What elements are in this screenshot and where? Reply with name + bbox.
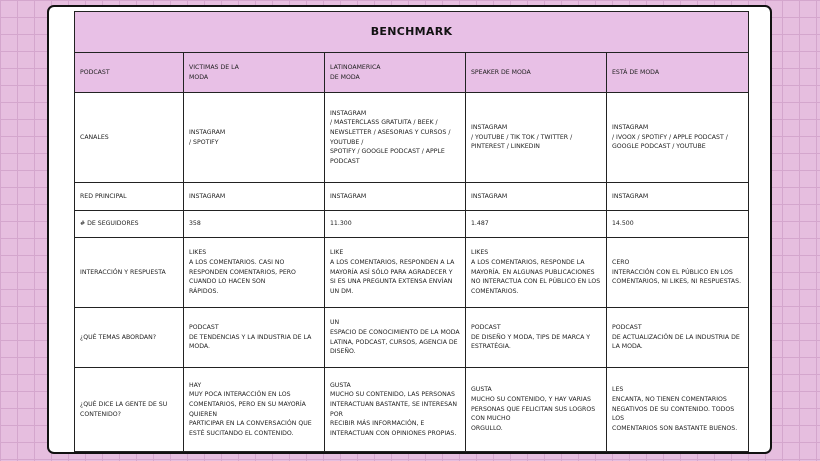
table-cell: 1.487 [466,211,607,238]
table-cell: LIKES A LOS COMENTARIOS, RESPONDE LA MAYORÍA. EN ALGUNAS PUBLICACIONES NO INTERACTUA CON EL PÚBLICO EN LOS COMENTARIOS. [466,238,607,308]
table-cell: INSTAGRAM [607,183,749,211]
header-cell: VICTIMAS DE LA MODA [184,53,325,93]
table-cell: INSTAGRAM / IVOOX / SPOTIFY / APPLE PODCAST / GOOGLE PODCAST / YOUTUBE [607,93,749,183]
table-cell: UN ESPACIO DE CONOCIMIENTO DE LA MODA LATINA, PODCAST, CURSOS, AGENCIA DE DISEÑO. [325,308,466,368]
table-cell: LIKE A LOS COMENTARIOS, RESPONDEN A LA MAYORÍA ASÍ SÓLO PARA AGRADECER Y SI ES UNA PREGUNTA EXTENSA ENVÍAN UN DM. [325,238,466,308]
table-row [75,211,749,238]
table-row [75,238,749,308]
table-cell: LES ENCANTA, NO TIENEN COMENTARIOS NEGATIVOS DE SU CONTENIDO. TODOS LOS COMENTARIOS SON BASTANTE BUENOS. [607,368,749,452]
row-label: CANALES [75,93,184,183]
benchmark-table [74,11,749,452]
header-cell: ESTÁ DE MODA [607,53,749,93]
table-title: BENCHMARK [75,12,749,53]
table-cell: PODCAST DE TENDENCIAS Y LA INDUSTRIA DE LA MODA. [184,308,325,368]
table-cell: GUSTA MUCHO SU CONTENIDO, LAS PERSONAS INTERACTUAN BASTANTE, SE INTERESAN POR RECIBIR MÁS INFORMACIÓN, E INTERACTUAN CON OPINIONES PROPIAS. [325,368,466,452]
table-row [75,368,749,452]
table-row [75,183,749,211]
table-cell: HAY MUY POCA INTERACCIÓN EN LOS COMENTARIOS, PERO EN SU MAYORÍA QUIEREN PARTICIPAR EN LA CONVERSACIÓN QUE ESTÉ SUCITANDO EL CONTENIDO. [184,368,325,452]
table-cell: PODCAST DE DISEÑO Y MODA, TIPS DE MARCA Y ESTRATÉGIA. [466,308,607,368]
header-cell: SPEAKER DE MODA [466,53,607,93]
row-label: # DE SEGUIDORES [75,211,184,238]
row-label: INTERACCIÓN Y RESPUESTA [75,238,184,308]
table-cell: INSTAGRAM [184,183,325,211]
table-cell: 11.300 [325,211,466,238]
table-cell: INSTAGRAM / YOUTUBE / TIK TOK / TWITTER / PINTEREST / LINKEDIN [466,93,607,183]
table-cell: INSTAGRAM [466,183,607,211]
table-cell: INSTAGRAM / SPOTIFY [184,93,325,183]
table-cell: LIKES A LOS COMENTARIOS. CASI NO RESPONDEN COMENTARIOS, PERO CUANDO LO HACEN SON RÁPIDOS. [184,238,325,308]
header-cell: PODCAST [75,53,184,93]
table-cell: 358 [184,211,325,238]
table-cell: PODCAST DE ACTUALIZACIÓN DE LA INDUSTRIA DE LA MODA. [607,308,749,368]
table-cell: GUSTA MUCHO SU CONTENIDO, Y HAY VARIAS PERSONAS QUE FELICITAN SUS LOGROS CON MUCHO ORGULLO. [466,368,607,452]
table-cell: INSTAGRAM [325,183,466,211]
header-cell: LATINOAMERICA DE MODA [325,53,466,93]
table-cell: 14.500 [607,211,749,238]
benchmark-card [47,5,772,454]
row-label: RED PRINCIPAL [75,183,184,211]
table-row [75,308,749,368]
table-cell: CERO INTERACCIÓN CON EL PÚBLICO EN LOS COMENTARIOS, NI LIKES, NI RESPUESTAS. [607,238,749,308]
row-label: ¿QUÉ DICE LA GENTE DE SU CONTENIDO? [75,368,184,452]
table-row [75,93,749,183]
row-label: ¿QUÉ TEMAS ABORDAN? [75,308,184,368]
table-cell: INSTAGRAM / MASTERCLASS GRATUITA / BEEK / NEWSLETTER / ASESORIAS Y CURSOS / YOUTUBE / SPOTIFY / GOOGLE PODCAST / APPLE PODCAST [325,93,466,183]
